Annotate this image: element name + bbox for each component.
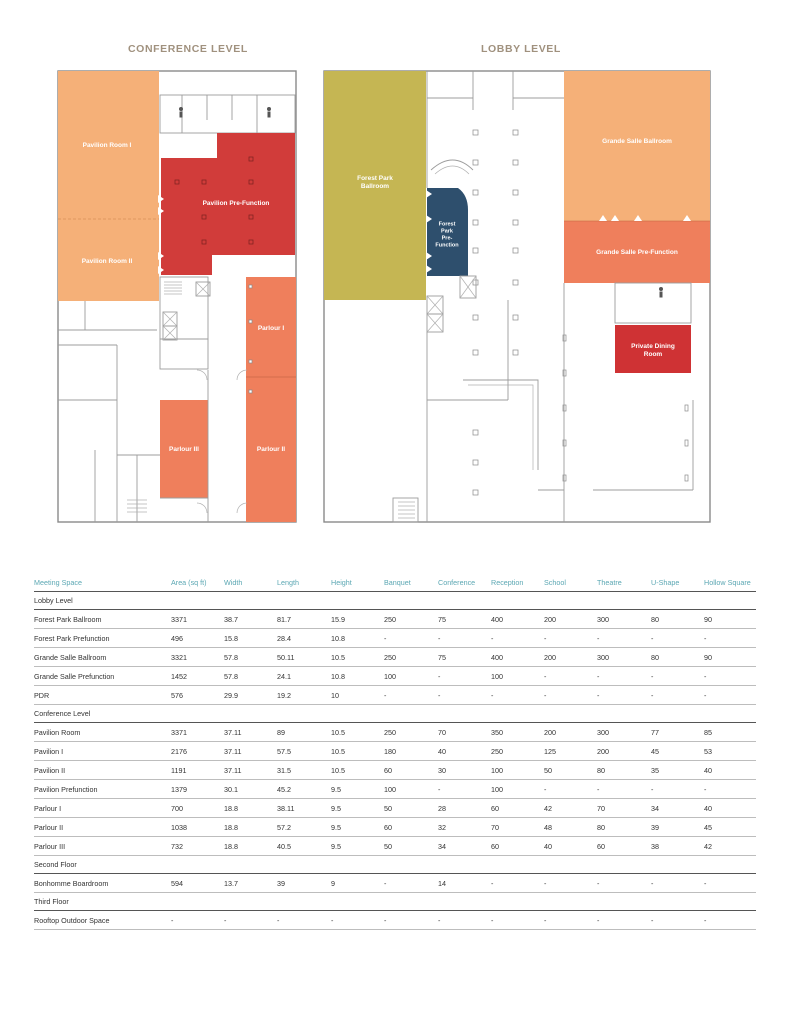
table-header-row <box>34 573 756 592</box>
table-cell: - <box>651 686 704 705</box>
table-cell: - <box>491 686 544 705</box>
table-cell: - <box>651 874 704 893</box>
lobby-level-floorplan <box>323 70 713 530</box>
table-cell: 50.11 <box>277 648 331 667</box>
space-name-cell: Parlour II <box>34 818 171 837</box>
table-cell: - <box>704 911 756 930</box>
table-cell: 300 <box>597 648 651 667</box>
space-name-cell: Pavilion Room <box>34 723 171 742</box>
table-cell: 250 <box>384 610 438 629</box>
table-cell: 40.5 <box>277 837 331 856</box>
table-cell: 10 <box>331 686 384 705</box>
table-row <box>34 837 756 856</box>
table-cell: - <box>384 629 438 648</box>
section-title: Conference Level <box>34 705 756 723</box>
table-cell: - <box>491 874 544 893</box>
table-cell: 180 <box>384 742 438 761</box>
table-cell: 10.5 <box>331 742 384 761</box>
table-cell: 100 <box>491 780 544 799</box>
table-cell: 40 <box>438 742 491 761</box>
table-cell: 40 <box>704 761 756 780</box>
table-cell: 100 <box>384 780 438 799</box>
table-cell: 24.1 <box>277 667 331 686</box>
grande-salle-ballroom-label: Grande Salle Ballroom <box>602 138 672 145</box>
table-cell: 34 <box>438 837 491 856</box>
header-area: Area (sq ft) <box>171 573 224 592</box>
parlour-2-label: Parlour II <box>256 446 286 453</box>
elevator-icon <box>427 296 443 332</box>
table-cell: 3321 <box>171 648 224 667</box>
table-cell: 732 <box>171 837 224 856</box>
table-cell: - <box>651 629 704 648</box>
header-conference: Conference <box>438 573 491 592</box>
table-cell: 300 <box>597 723 651 742</box>
stairs-icon <box>431 160 473 174</box>
table-cell: - <box>704 780 756 799</box>
table-section-row <box>34 705 756 723</box>
table-row <box>34 686 756 705</box>
table-cell: 80 <box>651 648 704 667</box>
table-cell: 10.8 <box>331 629 384 648</box>
table-row <box>34 874 756 893</box>
table-cell: - <box>651 667 704 686</box>
table-cell: 100 <box>491 667 544 686</box>
restroom-icon <box>267 107 271 118</box>
table-cell: - <box>438 780 491 799</box>
table-cell: 31.5 <box>277 761 331 780</box>
table-cell: - <box>544 686 597 705</box>
table-cell: 3371 <box>171 723 224 742</box>
space-name-cell: Pavilion Prefunction <box>34 780 171 799</box>
table-cell: 3371 <box>171 610 224 629</box>
table-row <box>34 629 756 648</box>
table-cell: 10.5 <box>331 648 384 667</box>
table-cell: 60 <box>491 837 544 856</box>
table-cell: 10.5 <box>331 723 384 742</box>
table-cell: - <box>651 780 704 799</box>
table-cell: 250 <box>384 723 438 742</box>
table-cell: 70 <box>491 818 544 837</box>
table-cell: 53 <box>704 742 756 761</box>
table-cell: 29.9 <box>224 686 277 705</box>
table-cell: - <box>704 686 756 705</box>
table-cell: 9.5 <box>331 780 384 799</box>
table-cell: 45.2 <box>277 780 331 799</box>
table-row <box>34 911 756 930</box>
table-cell: 45 <box>651 742 704 761</box>
table-cell: 50 <box>384 837 438 856</box>
table-cell: - <box>544 874 597 893</box>
table-cell: 9.5 <box>331 837 384 856</box>
table-row <box>34 761 756 780</box>
table-row <box>34 742 756 761</box>
table-cell: 18.8 <box>224 818 277 837</box>
header-hollow-square: Hollow Square <box>704 573 756 592</box>
table-cell: - <box>438 911 491 930</box>
table-cell: - <box>491 911 544 930</box>
table-cell: - <box>544 911 597 930</box>
table-cell: - <box>704 629 756 648</box>
table-cell: 39 <box>651 818 704 837</box>
table-cell: 18.8 <box>224 837 277 856</box>
table-row <box>34 610 756 629</box>
table-cell: 400 <box>491 610 544 629</box>
table-cell: 28.4 <box>277 629 331 648</box>
table-row <box>34 648 756 667</box>
table-cell: 40 <box>704 799 756 818</box>
table-cell: - <box>544 780 597 799</box>
header-height: Height <box>331 573 384 592</box>
section-title: Second Floor <box>34 856 756 874</box>
table-cell: - <box>597 686 651 705</box>
restroom-icon <box>659 287 663 298</box>
table-cell: 19.2 <box>277 686 331 705</box>
table-cell: 15.8 <box>224 629 277 648</box>
table-cell: 42 <box>544 799 597 818</box>
header-banquet: Banquet <box>384 573 438 592</box>
table-cell: 1452 <box>171 667 224 686</box>
table-cell: 700 <box>171 799 224 818</box>
conference-level-floorplan <box>57 70 307 530</box>
header-meeting-space: Meeting Space <box>34 573 171 592</box>
space-name-cell: Grande Salle Ballroom <box>34 648 171 667</box>
table-cell: 30 <box>438 761 491 780</box>
table-row <box>34 818 756 837</box>
table-cell: 60 <box>491 799 544 818</box>
table-cell: 75 <box>438 610 491 629</box>
table-cell: 81.7 <box>277 610 331 629</box>
table-cell: 38 <box>651 837 704 856</box>
table-cell: - <box>171 911 224 930</box>
parlour-3-label: Parlour III <box>169 446 199 453</box>
grande-salle-ballroom[interactable] <box>564 71 710 221</box>
table-cell: 13.7 <box>224 874 277 893</box>
table-cell: 80 <box>651 610 704 629</box>
section-title: Lobby Level <box>34 592 756 610</box>
table-cell: 100 <box>491 761 544 780</box>
space-name-cell: Grande Salle Prefunction <box>34 667 171 686</box>
table-cell: - <box>597 667 651 686</box>
restroom-icon <box>179 107 183 118</box>
table-cell: 200 <box>544 610 597 629</box>
space-name-cell: Parlour I <box>34 799 171 818</box>
table-cell: 30.1 <box>224 780 277 799</box>
table-cell: 576 <box>171 686 224 705</box>
table-cell: 496 <box>171 629 224 648</box>
stairs-icon <box>164 282 182 294</box>
table-cell: 57.8 <box>224 648 277 667</box>
table-cell: 200 <box>544 648 597 667</box>
table-cell: 34 <box>651 799 704 818</box>
table-cell: 80 <box>597 761 651 780</box>
table-cell: - <box>277 911 331 930</box>
table-cell: 100 <box>384 667 438 686</box>
table-cell: 10.8 <box>331 667 384 686</box>
table-cell: 57.5 <box>277 742 331 761</box>
table-cell: 9.5 <box>331 818 384 837</box>
table-cell: 37.11 <box>224 723 277 742</box>
capacity-table <box>34 573 756 930</box>
header-length: Length <box>277 573 331 592</box>
table-cell: 250 <box>491 742 544 761</box>
table-cell: - <box>597 874 651 893</box>
table-cell: 77 <box>651 723 704 742</box>
table-cell: 300 <box>597 610 651 629</box>
table-cell: 400 <box>491 648 544 667</box>
header-reception: Reception <box>491 573 544 592</box>
table-cell: - <box>544 667 597 686</box>
space-name-cell: PDR <box>34 686 171 705</box>
table-cell: - <box>704 667 756 686</box>
table-cell: - <box>384 874 438 893</box>
table-cell: 38.7 <box>224 610 277 629</box>
table-cell: 80 <box>597 818 651 837</box>
table-row <box>34 667 756 686</box>
table-cell: 39 <box>277 874 331 893</box>
parlour-1-label: Parlour I <box>257 325 285 332</box>
table-cell: 1038 <box>171 818 224 837</box>
table-cell: - <box>651 911 704 930</box>
table-cell: 60 <box>597 837 651 856</box>
table-cell: 89 <box>277 723 331 742</box>
pavilion-prefunction-label: Pavilion Pre-Function <box>202 200 270 207</box>
table-cell: 1191 <box>171 761 224 780</box>
space-name-cell: Rooftop Outdoor Space <box>34 911 171 930</box>
table-cell: - <box>597 911 651 930</box>
table-cell: - <box>597 780 651 799</box>
grande-salle-prefunction-label: Grande Salle Pre-Function <box>596 249 678 256</box>
pavilion-room-1-label: Pavilion Room I <box>82 142 132 149</box>
table-cell: - <box>438 686 491 705</box>
table-cell: 90 <box>704 648 756 667</box>
table-cell: - <box>224 911 277 930</box>
private-dining-room-label: Private Dining Room <box>631 343 675 358</box>
table-cell: 15.9 <box>331 610 384 629</box>
conference-level-title: CONFERENCE LEVEL <box>128 43 248 55</box>
table-cell: 45 <box>704 818 756 837</box>
table-cell: 50 <box>544 761 597 780</box>
table-cell: - <box>331 911 384 930</box>
table-cell: 9 <box>331 874 384 893</box>
forest-park-ballroom-label: Forest Park Ballroom <box>357 175 393 190</box>
table-row <box>34 799 756 818</box>
table-cell: - <box>384 911 438 930</box>
table-cell: 70 <box>597 799 651 818</box>
header-school: School <box>544 573 597 592</box>
table-cell: - <box>438 629 491 648</box>
table-section-row <box>34 856 756 874</box>
table-cell: 57.8 <box>224 667 277 686</box>
table-cell: 1379 <box>171 780 224 799</box>
elevator-icon <box>460 276 476 298</box>
table-cell: 350 <box>491 723 544 742</box>
table-cell: 2176 <box>171 742 224 761</box>
table-cell: 37.11 <box>224 742 277 761</box>
table-cell: 28 <box>438 799 491 818</box>
table-cell: 35 <box>651 761 704 780</box>
table-cell: 60 <box>384 761 438 780</box>
table-cell: 9.5 <box>331 799 384 818</box>
table-cell: - <box>491 629 544 648</box>
pavilion-room-2-label: Pavilion Room II <box>81 258 133 265</box>
table-cell: 48 <box>544 818 597 837</box>
section-title: Third Floor <box>34 893 756 911</box>
table-cell: 32 <box>438 818 491 837</box>
table-cell: 18.8 <box>224 799 277 818</box>
table-cell: 200 <box>544 723 597 742</box>
table-cell: 10.5 <box>331 761 384 780</box>
table-cell: 37.11 <box>224 761 277 780</box>
elevator-icon <box>163 312 177 340</box>
table-cell: - <box>544 629 597 648</box>
table-section-row <box>34 592 756 610</box>
table-row <box>34 723 756 742</box>
table-cell: 125 <box>544 742 597 761</box>
table-cell: 38.11 <box>277 799 331 818</box>
forest-park-prefunction-label: Forest Park Pre-Function <box>435 221 459 249</box>
table-cell: 594 <box>171 874 224 893</box>
table-cell: 200 <box>597 742 651 761</box>
space-name-cell: Forest Park Prefunction <box>34 629 171 648</box>
table-cell: - <box>704 874 756 893</box>
table-cell: 90 <box>704 610 756 629</box>
table-row <box>34 780 756 799</box>
header-theatre: Theatre <box>597 573 651 592</box>
header-u-shape: U-Shape <box>651 573 704 592</box>
header-width: Width <box>224 573 277 592</box>
table-cell: 85 <box>704 723 756 742</box>
table-cell: 14 <box>438 874 491 893</box>
table-cell: 57.2 <box>277 818 331 837</box>
space-name-cell: Bonhomme Boardroom <box>34 874 171 893</box>
table-cell: 40 <box>544 837 597 856</box>
table-cell: 42 <box>704 837 756 856</box>
table-cell: 250 <box>384 648 438 667</box>
table-cell: 70 <box>438 723 491 742</box>
table-cell: 60 <box>384 818 438 837</box>
space-name-cell: Pavilion II <box>34 761 171 780</box>
table-cell: 50 <box>384 799 438 818</box>
table-cell: - <box>597 629 651 648</box>
table-cell: - <box>384 686 438 705</box>
space-name-cell: Forest Park Ballroom <box>34 610 171 629</box>
stairs-icon <box>398 502 415 518</box>
table-section-row <box>34 893 756 911</box>
space-name-cell: Pavilion I <box>34 742 171 761</box>
table-cell: - <box>438 667 491 686</box>
lobby-level-title: LOBBY LEVEL <box>481 43 561 55</box>
table-cell: 75 <box>438 648 491 667</box>
space-name-cell: Parlour III <box>34 837 171 856</box>
